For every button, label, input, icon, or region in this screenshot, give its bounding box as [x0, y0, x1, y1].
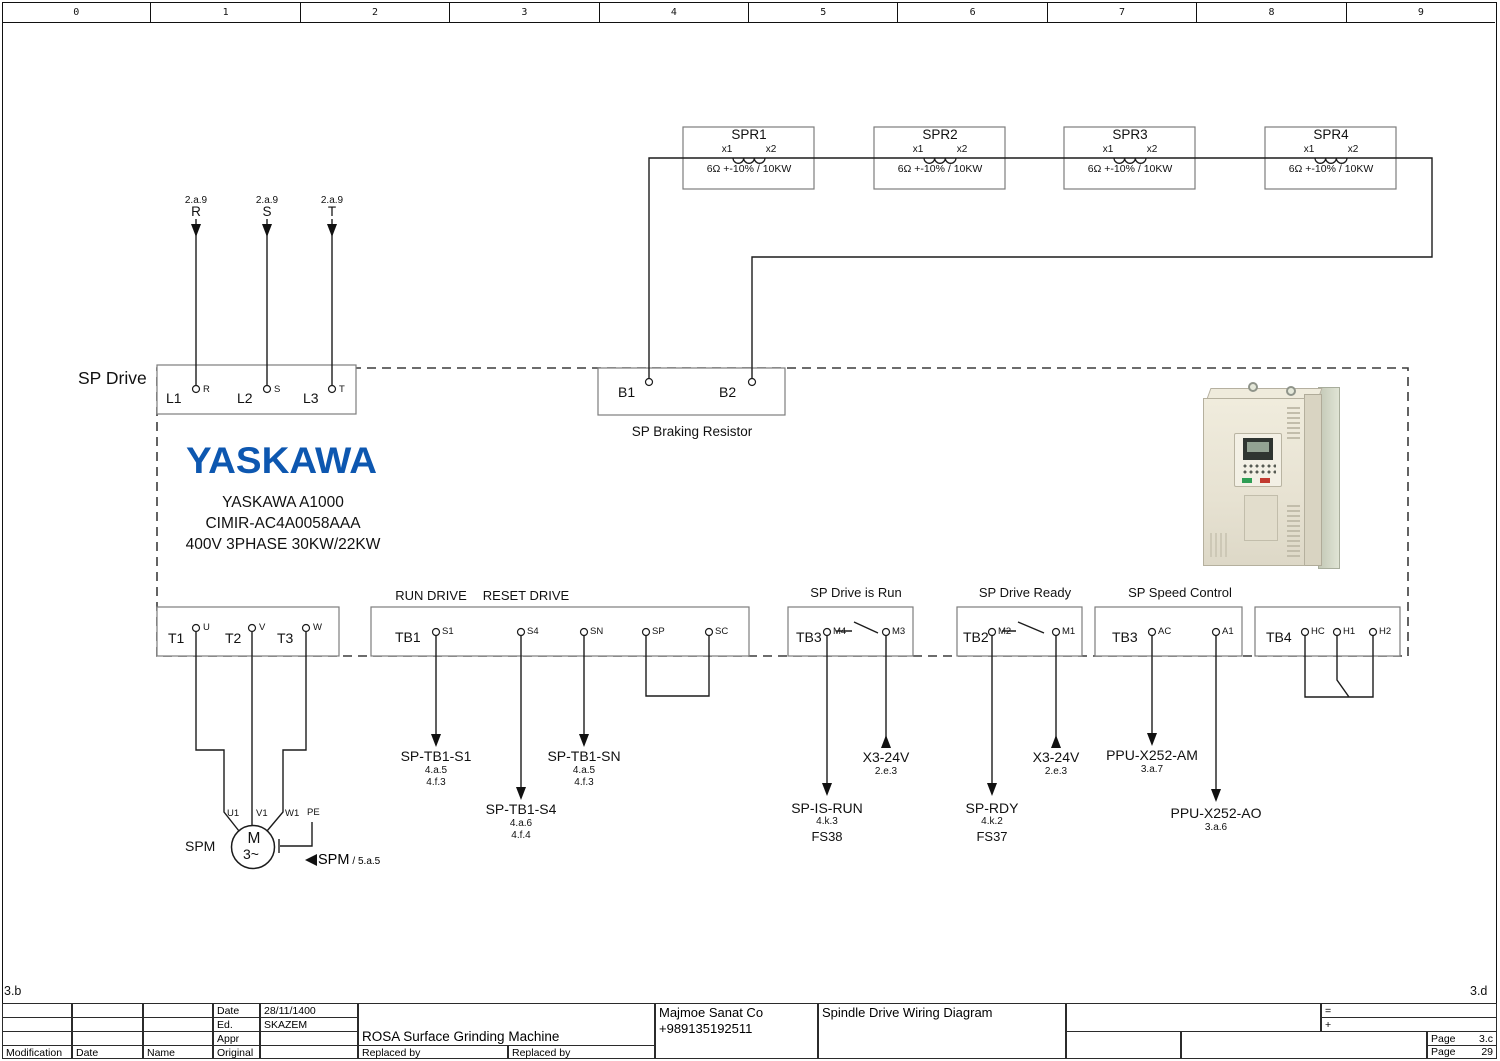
input-phase: T [327, 204, 337, 219]
titleblock-cell-empty [72, 1003, 143, 1018]
dest-label: SP-IS-RUN [791, 800, 863, 816]
titleblock-date-value: 28/11/1400 [260, 1003, 358, 1018]
terminal-pin: U [203, 622, 210, 633]
vfd-eyebolt [1286, 386, 1296, 396]
dest-ref: 4.f.3 [426, 777, 446, 788]
motor-pin: W1 [285, 808, 300, 819]
company-name: Majmoe Sanat Co [659, 1005, 764, 1020]
sheet-ref-right: 3.d [1470, 984, 1488, 998]
resistor-pin: x1 [912, 144, 924, 155]
sheet-ref-left: 3.b [4, 984, 22, 998]
titleblock-cell-empty [1066, 1031, 1181, 1059]
dest-label: X3-24V [862, 749, 910, 765]
dest-label: X3-24V [1032, 749, 1080, 765]
motor-phase: 3~ [243, 846, 259, 862]
resistor-pin: x2 [1146, 144, 1158, 155]
ruler-cell: 6 [898, 2, 1047, 22]
ruler-cell: 9 [1417, 6, 1424, 18]
terminal-pin: SC [715, 626, 729, 637]
terminal-pin: AC [1158, 626, 1172, 637]
motor-crossref-label: SPM [318, 852, 350, 868]
dest-ref: 4.a.5 [572, 765, 596, 776]
page-value: 3.c [1478, 1032, 1493, 1045]
titleblock-cell-empty [72, 1017, 143, 1032]
terminal-pin: V [259, 622, 266, 633]
motor-crossref-ref: / 5.a.5 [352, 855, 381, 867]
dest-label: SP-TB1-S1 [400, 748, 472, 764]
dest-label: PPU-X252-AM [1106, 747, 1198, 763]
input-ref: 2.a.9 [184, 195, 208, 206]
input-phase: S [262, 204, 272, 219]
terminal-pin: H2 [1379, 626, 1392, 637]
resistor-name: SPR1 [731, 127, 767, 142]
terminal-name: L2 [237, 390, 253, 406]
braking-resistor-caption: SP Braking Resistor [631, 424, 753, 439]
relay-wires [827, 636, 1056, 783]
terminal-name: TB4 [1266, 629, 1292, 645]
drive-model-line: CIMIR-AC4A0058AAA [205, 515, 361, 532]
terminal-name: TB1 [395, 629, 421, 645]
vfd-stop-button [1260, 478, 1270, 483]
ruler-cell: 1 [151, 2, 300, 22]
titleblock-cell-empty [260, 1045, 358, 1059]
ruler-cell: 7 [1048, 2, 1197, 22]
vfd-keypad-buttons [1242, 463, 1276, 476]
resistor-coil-symbols [733, 158, 1347, 163]
page-label: Page [1431, 1046, 1456, 1058]
titleblock-cell-empty [143, 1017, 213, 1032]
resistor-pin: x1 [721, 144, 733, 155]
dest-ref: 3.a.6 [1204, 822, 1228, 833]
titleblock-equals-cell: = [1321, 1003, 1497, 1018]
terminal-pin: M4 [833, 626, 847, 637]
resistor-value: 6Ω +-10% / 10KW [897, 163, 983, 175]
titleblock-page-row [1427, 1045, 1497, 1059]
terminal-name: B2 [719, 384, 737, 400]
dest-ref: 3.a.7 [1140, 764, 1164, 775]
titleblock-cell-empty [1181, 1031, 1427, 1059]
motor-pin: PE [307, 807, 320, 818]
titleblock-modification-label: Modification [2, 1045, 72, 1059]
titleblock-replaced-by: Replaced by [508, 1045, 655, 1059]
terminal-pin: SN [590, 626, 604, 637]
dest-ref: 4.a.5 [424, 765, 448, 776]
page-label: Page [1431, 1032, 1456, 1045]
titleblock-company [655, 1003, 818, 1059]
terminal-name: T3 [277, 630, 294, 646]
terminal-pin: S [274, 384, 281, 395]
dest-label: SP-RDY [965, 800, 1019, 816]
dest-label: SP-TB1-S4 [485, 801, 557, 817]
resistor-name: SPR2 [922, 127, 958, 142]
supply-input-wires [196, 219, 332, 386]
ruler-cell: 5 [749, 2, 898, 22]
motor-symbol: M [247, 830, 261, 847]
tb1-caption-reset: RESET DRIVE [482, 588, 570, 603]
yaskawa-logo: YASKAWA [186, 440, 378, 481]
motor-tag: SPM [185, 838, 216, 854]
resistor-value: 6Ω +-10% / 10KW [1087, 163, 1173, 175]
titleblock-name-col: Name [143, 1045, 213, 1059]
terminal-pin: S1 [442, 626, 454, 637]
dest-fuse: FS38 [811, 829, 843, 844]
dest-label: PPU-X252-AO [1170, 805, 1262, 821]
titleblock-cell-empty [72, 1031, 143, 1046]
left-arrow-icon [305, 854, 317, 866]
titleblock-ed-label: Ed. [213, 1017, 260, 1032]
terminal-name: T2 [225, 630, 242, 646]
vfd-eyebolt [1248, 382, 1258, 392]
company-phone: +989135192511 [659, 1021, 753, 1037]
page-value: 29 [1481, 1046, 1493, 1058]
terminal-pin: HC [1311, 626, 1325, 637]
terminal-pin: T [339, 384, 345, 395]
terminal-name: L1 [166, 390, 182, 406]
titleblock-appr-label: Appr [213, 1031, 260, 1046]
titleblock-date-col: Date [72, 1045, 143, 1059]
terminal-name: TB3 [1112, 629, 1138, 645]
tb1-caption-run: RUN DRIVE [395, 588, 467, 603]
input-phase: R [191, 204, 201, 219]
terminal-pin: M1 [1062, 626, 1076, 637]
vfd-spec-label [1244, 495, 1278, 541]
resistor-pin: x2 [956, 144, 968, 155]
vfd-side-face [1304, 394, 1322, 566]
resistor-pin: x1 [1303, 144, 1315, 155]
braking-resistor-loop-wire [649, 158, 1432, 378]
ruler-cell: 2 [301, 2, 450, 22]
vfd-product-photo [1198, 383, 1348, 577]
titleblock-original-label: Original [213, 1045, 260, 1059]
titleblock-cell-empty [143, 1003, 213, 1018]
terminal-pin: M3 [892, 626, 906, 637]
vfd-vents [1210, 533, 1230, 557]
terminal-pin: W [313, 622, 322, 633]
ruler-cell: 0 [2, 2, 151, 22]
vfd-lcd [1247, 442, 1269, 452]
titleblock-ed-value: SKAZEM [260, 1017, 358, 1032]
motor-pe-wire [279, 822, 312, 853]
drive-model-line: 400V 3PHASE 30KW/22KW [185, 536, 381, 553]
dest-ref: 2.e.3 [1044, 766, 1068, 777]
motor-w-wire [267, 632, 306, 831]
resistor-value: 6Ω +-10% / 10KW [1288, 163, 1374, 175]
titleblock-cell-empty [2, 1003, 72, 1018]
input-ref: 2.a.9 [255, 195, 279, 206]
titleblock-cell-empty [1066, 1003, 1321, 1032]
resistor-pin: x1 [1102, 144, 1114, 155]
ruler-cell: 3 [450, 2, 599, 22]
titleblock-cell-empty [143, 1031, 213, 1046]
dest-ref: 4.k.3 [816, 816, 838, 827]
resistor-pin: x2 [765, 144, 777, 155]
dest-fuse: FS37 [976, 829, 1008, 844]
titleblock-drawing-title: Spindle Drive Wiring Diagram [818, 1003, 1066, 1059]
dest-ref: 2.e.3 [874, 766, 898, 777]
tb2-caption: SP Drive Ready [978, 585, 1072, 600]
dest-ref: 4.f.3 [574, 777, 594, 788]
resistor-name: SPR4 [1313, 127, 1349, 142]
terminal-name: T1 [168, 630, 185, 646]
tb3-speed-caption: SP Speed Control [1128, 585, 1232, 600]
motor-pin: U1 [227, 808, 240, 819]
titleblock-cell-empty [2, 1031, 72, 1046]
terminal-pin: R [203, 384, 210, 395]
terminal-name: B1 [618, 384, 636, 400]
terminal-name: L3 [303, 390, 319, 406]
arrowheads [191, 224, 1221, 802]
dest-ref: 4.a.6 [509, 818, 533, 829]
titleblock-replaced-by: Replaced by [358, 1045, 508, 1059]
titleblock-machine-name: ROSA Surface Grinding Machine [358, 1003, 655, 1046]
resistor-name: SPR3 [1112, 127, 1148, 142]
dest-label: SP-TB1-SN [547, 748, 621, 764]
terminal-pin: H1 [1343, 626, 1356, 637]
vfd-vents [1287, 505, 1300, 557]
dest-ref: 4.f.4 [511, 830, 531, 841]
sp-drive-label: SP Drive [78, 368, 147, 388]
motor-u-wire [196, 630, 242, 831]
titleblock-page-row [1427, 1031, 1497, 1046]
resistor-value: 6Ω +-10% / 10KW [706, 163, 792, 175]
titleblock-plus-cell: + [1321, 1017, 1497, 1032]
terminal-pin: M2 [998, 626, 1012, 637]
motor-pin: V1 [256, 808, 268, 819]
terminal-pin: SP [652, 626, 665, 637]
resistor-pin: x2 [1347, 144, 1359, 155]
titleblock-cell-empty [260, 1031, 358, 1046]
terminal-pin: S4 [527, 626, 539, 637]
terminal-name: TB2 [963, 629, 989, 645]
vfd-display [1243, 438, 1273, 460]
titleblock-date-label: Date [213, 1003, 260, 1018]
ruler-cell: 4 [600, 2, 749, 22]
dest-ref: 4.k.2 [981, 816, 1003, 827]
vfd-keypad [1234, 433, 1282, 487]
vfd-vents [1287, 407, 1300, 441]
titleblock-cell-empty [2, 1017, 72, 1032]
vfd-run-button [1242, 478, 1252, 483]
tb3-run-caption: SP Drive is Run [810, 585, 902, 600]
terminal-name: TB3 [796, 629, 822, 645]
drive-model-line: YASKAWA A1000 [222, 494, 344, 511]
motor-crossref [305, 852, 380, 868]
input-ref: 2.a.9 [320, 195, 344, 206]
terminal-pin: A1 [1222, 626, 1234, 637]
ruler-cell: 8 [1197, 2, 1346, 22]
